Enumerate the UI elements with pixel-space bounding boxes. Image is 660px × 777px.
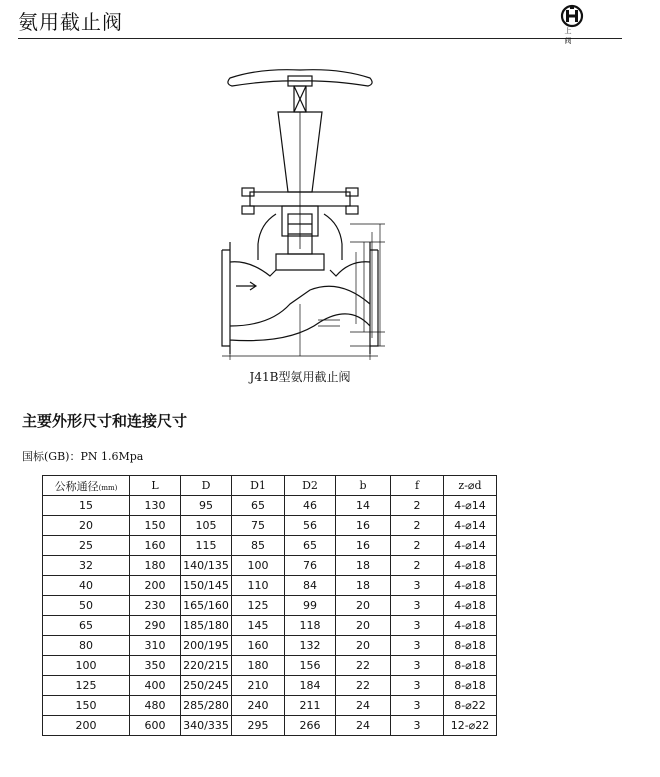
table-row — [43, 516, 497, 536]
table-cell: 75 — [232, 516, 285, 536]
table-cell: 4-⌀18 — [444, 556, 497, 576]
table-cell: 125 — [43, 676, 130, 696]
table-cell: 160 — [130, 536, 181, 556]
dimensions-table — [42, 475, 497, 736]
page-title: 氨用截止阀 — [18, 10, 123, 34]
table-cell: 160 — [232, 636, 285, 656]
table-cell: 22 — [336, 676, 391, 696]
table-cell: 290 — [130, 616, 181, 636]
col-header-dn: 公称通径(mm) — [43, 476, 130, 496]
table-cell: 3 — [391, 716, 444, 736]
table-cell: 132 — [285, 636, 336, 656]
table-cell: 3 — [391, 616, 444, 636]
table-cell: 95 — [181, 496, 232, 516]
table-cell: 40 — [43, 576, 130, 596]
table-cell: 200 — [130, 576, 181, 596]
table-cell: 310 — [130, 636, 181, 656]
table-cell: 99 — [285, 596, 336, 616]
col-header-d: D — [181, 476, 232, 496]
table-cell: 185/180 — [181, 616, 232, 636]
table-cell: 240 — [232, 696, 285, 716]
table-cell: 4-⌀14 — [444, 496, 497, 516]
col-header-b: b — [336, 476, 391, 496]
table-cell: 65 — [43, 616, 130, 636]
brand-logo-text: 上 阀 — [564, 27, 580, 45]
valve-drawing — [200, 64, 400, 364]
table-cell: 340/335 — [181, 716, 232, 736]
table-row — [43, 656, 497, 676]
table-cell: 20 — [336, 636, 391, 656]
table-cell: 32 — [43, 556, 130, 576]
table-cell: 4-⌀18 — [444, 616, 497, 636]
table-cell: 56 — [285, 516, 336, 536]
table-cell: 20 — [336, 616, 391, 636]
table-cell: 125 — [232, 596, 285, 616]
table-cell: 15 — [43, 496, 130, 516]
table-cell: 100 — [232, 556, 285, 576]
table-cell: 230 — [130, 596, 181, 616]
table-cell: 22 — [336, 656, 391, 676]
table-cell: 3 — [391, 596, 444, 616]
table-row — [43, 576, 497, 596]
table-cell: 46 — [285, 496, 336, 516]
table-cell: 295 — [232, 716, 285, 736]
disc — [276, 254, 324, 270]
table-cell: 285/280 — [181, 696, 232, 716]
section-title: 主要外形尺寸和连接尺寸 — [22, 412, 188, 430]
table-cell: 211 — [285, 696, 336, 716]
table-cell: 110 — [232, 576, 285, 596]
table-cell: 65 — [285, 536, 336, 556]
table-cell: 20 — [336, 596, 391, 616]
table-cell: 150/145 — [181, 576, 232, 596]
table-cell: 105 — [181, 516, 232, 536]
table-cell: 100 — [43, 656, 130, 676]
col-header-bolts: z-⌀d — [444, 476, 497, 496]
table-cell: 8-⌀18 — [444, 636, 497, 656]
table-cell: 4-⌀18 — [444, 596, 497, 616]
table-cell: 65 — [232, 496, 285, 516]
table-cell: 350 — [130, 656, 181, 676]
table-cell: 3 — [391, 676, 444, 696]
table-cell: 156 — [285, 656, 336, 676]
table-cell: 18 — [336, 576, 391, 596]
table-cell: 2 — [391, 516, 444, 536]
table-cell: 400 — [130, 676, 181, 696]
table-row — [43, 676, 497, 696]
table-cell: 8-⌀22 — [444, 696, 497, 716]
table-row — [43, 616, 497, 636]
table-cell: 8-⌀18 — [444, 676, 497, 696]
handwheel — [228, 70, 372, 86]
table-cell: 165/160 — [181, 596, 232, 616]
table-row — [43, 496, 497, 516]
table-cell: 130 — [130, 496, 181, 516]
table-cell: 76 — [285, 556, 336, 576]
dimension-lines — [222, 224, 385, 360]
table-row — [43, 596, 497, 616]
table-cell: 24 — [336, 716, 391, 736]
table-cell: 210 — [232, 676, 285, 696]
table-cell: 2 — [391, 496, 444, 516]
table-cell: 16 — [336, 516, 391, 536]
table-cell: 50 — [43, 596, 130, 616]
col-header-d1: D1 — [232, 476, 285, 496]
table-cell: 14 — [336, 496, 391, 516]
table-cell: 250/245 — [181, 676, 232, 696]
table-cell: 200 — [43, 716, 130, 736]
table-cell: 266 — [285, 716, 336, 736]
table-cell: 24 — [336, 696, 391, 716]
table-cell: 3 — [391, 636, 444, 656]
table-row — [43, 536, 497, 556]
table-row — [43, 716, 497, 736]
table-cell: 200/195 — [181, 636, 232, 656]
table-row — [43, 556, 497, 576]
table-cell: 3 — [391, 696, 444, 716]
table-cell: 80 — [43, 636, 130, 656]
table-cell: 8-⌀18 — [444, 656, 497, 676]
flow-arrow — [236, 282, 256, 290]
table-cell: 150 — [43, 696, 130, 716]
standard-line: 国标(GB)：PN 1.6Mpa — [22, 450, 144, 463]
table-cell: 180 — [232, 656, 285, 676]
col-header-f: f — [391, 476, 444, 496]
table-cell: 20 — [43, 516, 130, 536]
table-cell: 84 — [285, 576, 336, 596]
table-cell: 600 — [130, 716, 181, 736]
table-cell: 140/135 — [181, 556, 232, 576]
table-cell: 4-⌀14 — [444, 516, 497, 536]
table-cell: 118 — [285, 616, 336, 636]
table-cell: 180 — [130, 556, 181, 576]
table-cell: 184 — [285, 676, 336, 696]
table-row — [43, 696, 497, 716]
table-cell: 4-⌀18 — [444, 576, 497, 596]
table-cell: 220/215 — [181, 656, 232, 676]
table-body — [43, 496, 497, 736]
table-cell: 18 — [336, 556, 391, 576]
table-cell: 25 — [43, 536, 130, 556]
table-cell: 3 — [391, 576, 444, 596]
table-cell: 150 — [130, 516, 181, 536]
table-cell: 145 — [232, 616, 285, 636]
figure-caption: J41B型氨用截止阀 — [249, 370, 351, 384]
title-divider — [18, 38, 622, 39]
table-cell: 2 — [391, 536, 444, 556]
table-cell: 480 — [130, 696, 181, 716]
table-header-row — [43, 476, 497, 496]
table-row — [43, 636, 497, 656]
table-cell: 16 — [336, 536, 391, 556]
table-cell: 12-⌀22 — [444, 716, 497, 736]
table-cell: 115 — [181, 536, 232, 556]
col-header-l: L — [130, 476, 181, 496]
col-header-d2: D2 — [285, 476, 336, 496]
table-cell: 85 — [232, 536, 285, 556]
table-cell: 2 — [391, 556, 444, 576]
table-cell: 4-⌀14 — [444, 536, 497, 556]
table-cell: 3 — [391, 656, 444, 676]
